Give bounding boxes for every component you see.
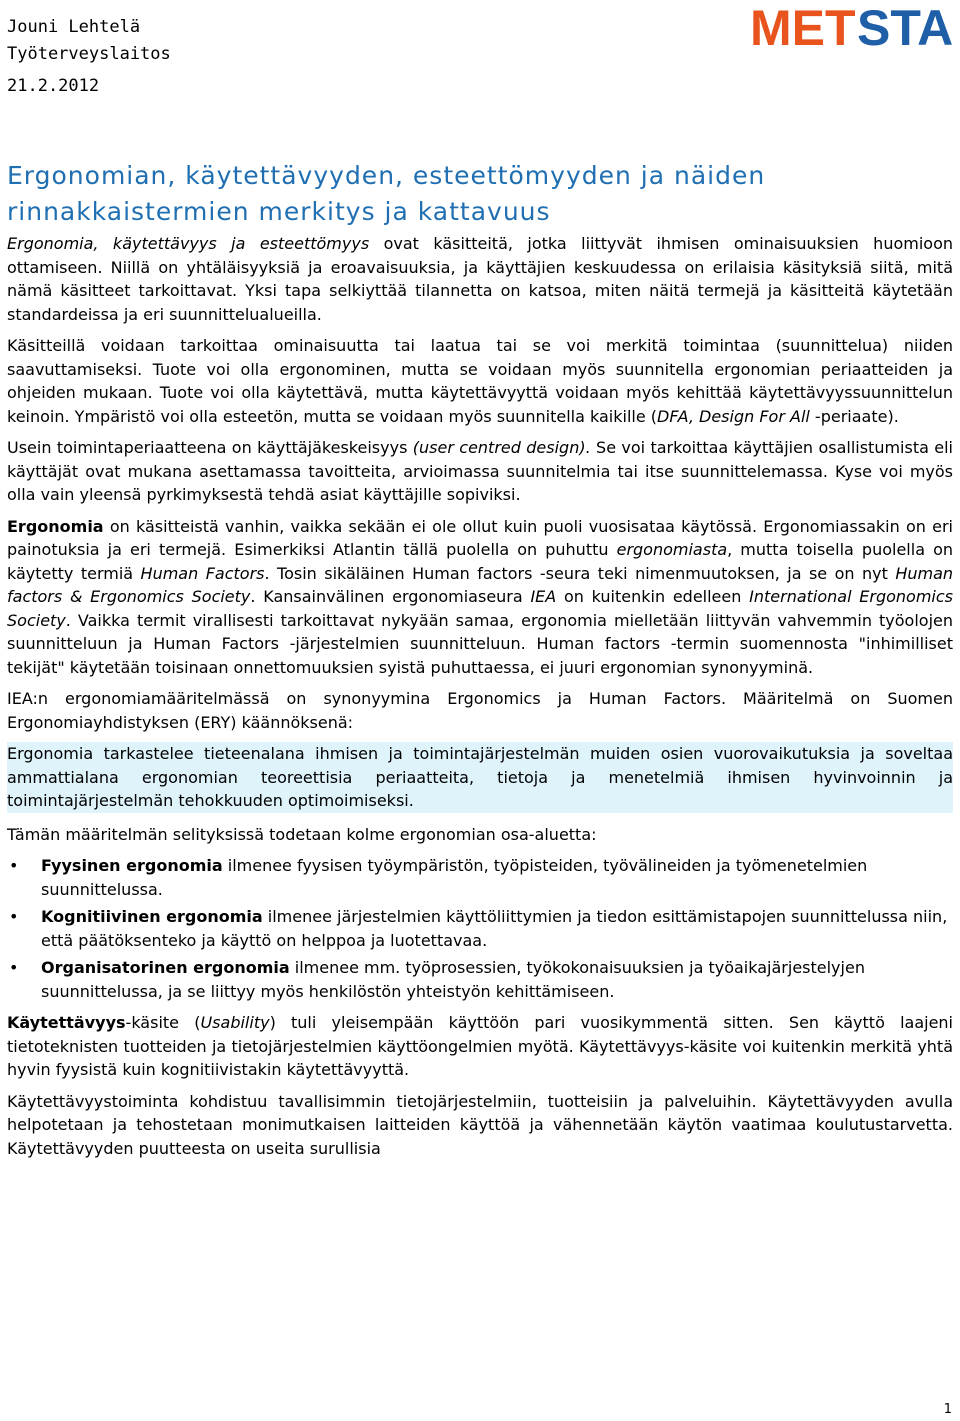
- document-title: Ergonomian, käytettävyyden, esteettömyyden ja näiden rinnakkaistermien merkitys ja kattavuus: [7, 161, 766, 226]
- concepts-text: Käsitteillä voidaan tarkoittaa ominaisuutta tai laatua tai se voi merkitä toimintaa (suunnittelua) niiden saavuttamiseksi. Tuote voi olla ergonominen, mutta se voidaan myös suunnitella ergonomian periaatteiden ja ohjeiden mukaan. Tuote voi olla käytettävä, mutta käytettävyyttä voidaan myös kehittää käytettävyyssuunnittelun keinoin. Ympäristö voi olla esteetön, mutta se voidaan myös suunnitella kaikille (: [7, 336, 953, 426]
- ergo-text-b: , mutta toisella puolella on käytetty termiä: [7, 540, 954, 583]
- ergo-term-5: International Ergonomics Society: [7, 587, 954, 630]
- ergo-text-f: . Vaikka termit virallisesti tarkoittavat nykyään samaa, ergonomia mielletään liittyvän vahvemmin työolojen suunnitteluun ja Human Factors -järjestelmien suunnitteluun. Human factors -termin suomennosta "inhimilliset tekijät" käytetään toisinaan onnettomuuksien syistä puhuttaessa, ei juuri ergonomian synonyyminä.: [7, 610, 953, 677]
- ergo-term-2: Human Factors: [140, 563, 265, 583]
- highlighted-definition: Ergonomia tarkastelee tieteenalana ihmisen ja toimintajärjestelmän muiden osien vuorovaikutuksia ja soveltaa ammattialana ergonomian teoreettisia periaatteita, tietoja ja menetelmiä ihmisen hyvinvoinnin ja toimintajärjestelmän tehokkuuden optimoimiseksi.: [7, 742, 953, 813]
- list-item-term: Organisatorinen ergonomia: [41, 958, 290, 977]
- ergonomia-heading: Ergonomia: [7, 516, 104, 536]
- ucd-text: Usein toimintaperiaatteena on käyttäjäkeskeisyys: [7, 438, 413, 457]
- logo-text-met: MET: [750, 2, 856, 52]
- intro-terms: Ergonomia, käytettävyys ja esteettömyys: [7, 234, 370, 253]
- ergo-term-4: IEA: [530, 587, 557, 606]
- author-organization: Työterveyslaitos: [7, 44, 171, 64]
- page-number: 1: [943, 1402, 952, 1417]
- paragraph-intro: [7, 232, 953, 326]
- subareas-list: [7, 854, 953, 1003]
- usability-text-a: -käsite (: [125, 1013, 201, 1032]
- bullet-icon: •: [9, 907, 19, 926]
- bullet-icon: •: [9, 958, 19, 977]
- usability-heading: Käytettävyys: [7, 1013, 126, 1032]
- list-item-term: Fyysinen ergonomia: [41, 856, 223, 875]
- ergo-term-3: Human factors & Ergonomics Society: [7, 563, 954, 606]
- paragraph-usability-activity: Käytettävyystoiminta kohdistuu tavallisimmin tietojärjestelmiin, tuotteisiin ja palveluihin. Käytettävyyden avulla helpotetaan ja tehostetaan monimutkaisen laitteiden käyttöä ja vähennetään käytön vaatimaa koulutustarvetta. Käytettävyyden puutteesta on useita surullisia: [7, 1091, 953, 1158]
- paragraph-usability: [7, 1011, 953, 1082]
- header-author-block: [7, 14, 171, 100]
- intro-text: ovat käsitteitä, jotka liittyvät ihmisen ominaisuuksien huomioon ottamiseen. Niillä on yhtäläisyyksiä ja eroavaisuuksia, ja käyttäjien keskuudessa on erilaisia käsityksiä siitä, mitä nämä käsitteet tarkoittavat. Yksi tapa selkiyttää tilannetta on katsoa, miten näitä termejä ja käsitteitä käytetään standardeissa ja eri suunnittelualueilla.: [7, 234, 953, 324]
- ucd-text-end: Se voi tarkoittaa käyttäjien osallistumista eli käyttäjät ovat mukana asettamassa tavoitteita, arvioimassa suunnitelmia tai itse suunnittelemassa. Kyse voi myös olla vain yleensä pyrkimyksestä tehdä asiat käyttäjille sopiviksi.: [7, 438, 954, 504]
- concepts-text-end: -periaate).: [809, 406, 899, 426]
- paragraph-iea: IEA:n ergonomiamääritelmässä on synonyymina Ergonomics ja Human Factors. Määritelmä on Suomen Ergonomiayhdistyksen (ERY) käännöksenä:: [7, 689, 953, 732]
- author-name: Jouni Lehtelä: [7, 17, 141, 37]
- dfa-term: DFA, Design For All: [657, 406, 810, 426]
- list-item-text: ilmenee fyysisen työympäristön, työpisteiden, työvälineiden ja työmenetelmien suunnittelussa.: [41, 856, 868, 899]
- list-item-term: Kognitiivinen ergonomia: [41, 907, 263, 926]
- ergo-text-e: on kuitenkin edelleen: [556, 587, 750, 606]
- ergo-text-c: . Tosin sikäläinen Human factors -seura teki nimenmuutoksen, ja se on nyt: [264, 563, 896, 583]
- document-date: 21.2.2012: [7, 76, 100, 96]
- document-body: [7, 232, 953, 1168]
- ergo-text-d: . Kansainvälinen ergonomiaseura: [250, 587, 531, 606]
- list-item-text: ilmenee mm. työprosessien, työkokonaisuuksien ja työaikajärjestelyjen suunnittelussa, ja se liittyy myös henkilöstön yhteistyön kehittämiseen.: [41, 958, 865, 1001]
- list-item: [7, 854, 953, 901]
- metsta-logo: [750, 2, 956, 52]
- usability-term: Usability: [200, 1013, 270, 1032]
- paragraph-user-centred: [7, 436, 953, 507]
- list-item: [7, 905, 953, 952]
- ergo-term-1: ergonomiasta: [616, 540, 728, 559]
- list-item: [7, 956, 953, 1003]
- ergo-text-a: on käsitteistä vanhin, vaikka sekään ei ole ollut kuin puoli vuosisataa käytössä. Ergonomiassakin on eri painotuksia ja eri termejä. Esimerkiksi Atlantin tällä puolella on puhuttu: [7, 516, 953, 559]
- usability-text-b: ) tuli yleisempään käyttöön pari vuosikymmentä sitten. Sen käyttö laajeni tietoteknisten tuotteiden ja tietojärjestelmien käyttöongelmien myötä. Käytettävyys-käsite voi kuitenkin merkitä yhtä hyvin fyysistä kuin kognitiivistakin käytettävyyttä.: [7, 1013, 954, 1079]
- paragraph-subareas-intro: Tämän määritelmän selityksissä todetaan kolme ergonomian osa-aluetta:: [7, 824, 597, 844]
- paragraph-concepts: [7, 334, 953, 428]
- paragraph-ergonomia: [7, 515, 953, 680]
- list-item-text: ilmenee järjestelmien käyttöliittymien ja tiedon esittämistapojen suunnittelussa niin, että päätöksenteko ja käyttö on helppoa ja luotettavaa.: [41, 907, 948, 950]
- bullet-icon: •: [9, 856, 19, 875]
- ucd-term: (user centred design).: [412, 438, 591, 457]
- logo-text-sta: STA: [857, 2, 954, 52]
